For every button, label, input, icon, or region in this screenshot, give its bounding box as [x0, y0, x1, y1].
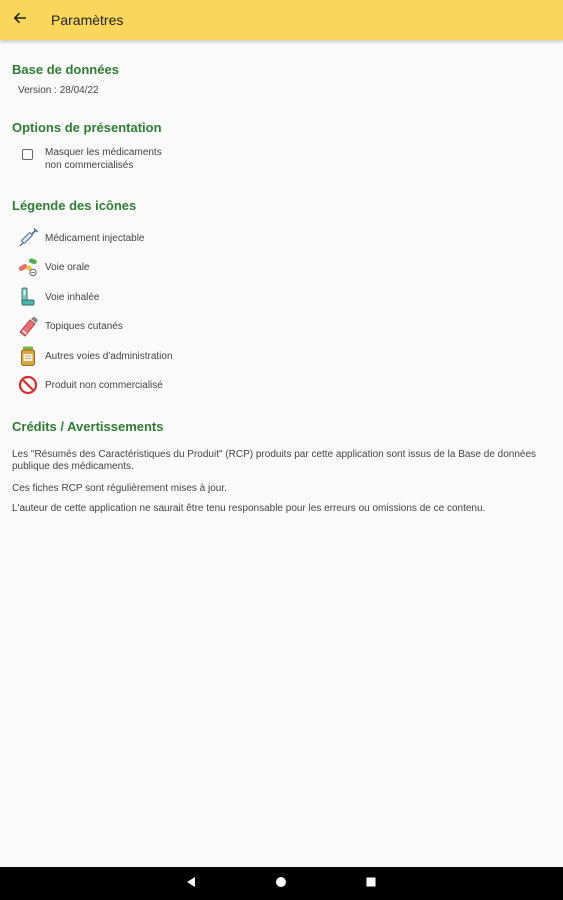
system-nav-bar: [0, 867, 563, 900]
legend-label: Voie orale: [45, 261, 90, 273]
legend-item: [17, 344, 173, 368]
legend-heading: Légende des icônes: [12, 198, 137, 213]
pills-icon: [17, 256, 39, 278]
syringe-icon: [17, 227, 39, 249]
hide-discontinued-checkbox[interactable]: [22, 149, 33, 160]
legend-label: Voie inhalée: [45, 291, 100, 303]
inhaler-icon: [17, 286, 39, 308]
medicine-jar-icon: [17, 345, 39, 367]
nav-home-icon: [275, 875, 287, 893]
legend-item: [17, 285, 100, 309]
hide-discontinued-label: Masquer les médicaments non commercialisés: [45, 147, 162, 171]
nav-recents-button[interactable]: [362, 875, 380, 893]
database-version: Version : 28/04/22: [18, 85, 99, 96]
legend-label: Médicament injectable: [45, 232, 145, 244]
legend-item: [17, 226, 145, 250]
presentation-heading: Options de présentation: [12, 120, 162, 135]
legend-item: [17, 314, 123, 338]
hide-discontinued-option[interactable]: [22, 146, 162, 172]
arrow-back-icon: [13, 11, 27, 30]
legend-item: [17, 255, 89, 279]
back-button[interactable]: [0, 0, 40, 40]
nav-back-icon: [185, 875, 197, 893]
legend-label: Autres voies d'administration: [45, 350, 173, 362]
legend-label: Topiques cutanés: [45, 320, 123, 332]
cream-tube-icon: [17, 315, 39, 337]
app-bar: [0, 0, 563, 40]
credits-paragraph: Ces fiches RCP sont régulièrement mises à jour.: [12, 483, 227, 494]
nav-back-button[interactable]: [182, 875, 200, 893]
nav-home-button[interactable]: [272, 875, 290, 893]
credits-heading: Crédits / Avertissements: [12, 419, 164, 434]
credits-paragraph: Les "Résumés des Caractéristiques du Produit" (RCP) produits par cette application sont issus de la Base de données publique des médicaments.: [12, 449, 537, 472]
legend-label: Produit non commercialisé: [45, 379, 163, 391]
legend-item: [17, 373, 163, 397]
prohibited-icon: [17, 374, 39, 396]
database-heading: Base de données: [12, 62, 119, 77]
credits-paragraph: L'auteur de cette application ne saurait être tenu responsable pour les erreurs ou omissions de ce contenu.: [12, 503, 486, 514]
nav-recents-icon: [365, 875, 377, 893]
page-title: Paramètres: [51, 12, 124, 28]
